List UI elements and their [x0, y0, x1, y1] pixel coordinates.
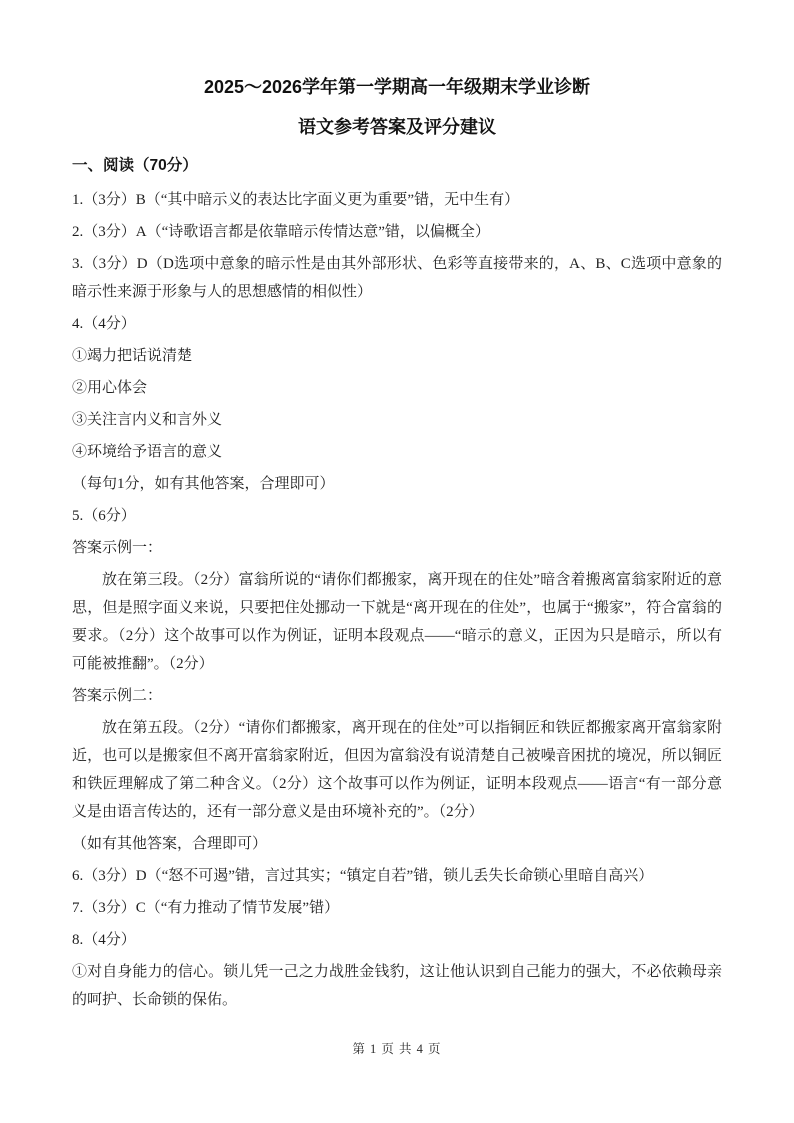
answer-q3: 3.（3分）D（D选项中意象的暗示性是由其外部形状、色彩等直接带来的，A、B、C选项中意象的暗示性来源于形象与人的思想感情的相似性） [72, 256, 722, 300]
answer-q1: 1.（3分）B（“其中暗示义的表达比字面义更为重要”错，无中生有） [72, 192, 520, 208]
answer-q5-example1-label: 答案示例一： [72, 540, 163, 556]
document-title-line1: 2025～2026学年第一学期高一年级期末学业诊断 [203, 77, 591, 97]
answer-q5-scoring-note: （如有其他答案，合理即可） [72, 836, 268, 852]
answer-q2: 2.（3分）A（“诗歌语言都是依靠暗示传情达意”错，以偏概全） [72, 224, 490, 240]
answer-q4-scoring-note: （每句1分，如有其他答案，合理即可） [72, 476, 335, 492]
answer-q4-point-3: ③关注言内义和言外义 [72, 412, 223, 428]
answer-q5-example2-body: 放在第五段。（2分）“请你们都搬家，离开现在的住处”可以指铜匠和铁匠都搬家离开富翁家附近，也可以是搬家但不离开富翁家附近，但因为富翁没有说清楚自己被噪音困扰的境况，所以铜匠和铁匠理解成了第二种含义。（2分）这个故事可以作为例证，证明本段观点——语言“有一部分意义是由语言传达的，还有一部分意义是由环境补充的”。（2分） [72, 720, 722, 820]
answer-q8-header: 8.（4分） [72, 932, 136, 948]
answer-q8-point-1: ①对自身能力的信心。锁儿凭一己之力战胜金钱豹，这让他认识到自己能力的强大，不必依赖母亲的呵护、长命锁的保佑。 [72, 964, 722, 1008]
answer-q5-example1-body: 放在第三段。（2分）富翁所说的“请你们都搬家，离开现在的住处”暗含着搬离富翁家附近的意思，但是照字面义来说，只要把住处挪动一下就是“离开现在的住处”，也属于“搬家”，符合富翁的要求。（2分）这个故事可以作为例证，证明本段观点——“暗示的意义，正因为只是暗示，所以有可能被推翻”。（2分） [72, 572, 722, 672]
answer-q5-example2-label: 答案示例二： [72, 688, 163, 704]
section-heading-reading: 一、阅读（70分） [72, 157, 198, 174]
answer-q4-point-2: ②用心体会 [72, 380, 148, 396]
answer-q5-header: 5.（6分） [72, 508, 136, 524]
answer-q4-header: 4.（4分） [72, 316, 136, 332]
answer-q4-point-1: ①竭力把话说清楚 [72, 348, 193, 364]
answer-q4-point-4: ④环境给予语言的意义 [72, 444, 223, 460]
document-content [72, 74, 722, 1018]
page-number-footer: 第 1 页 共 4 页 [352, 1042, 442, 1056]
answer-q6: 6.（3分）D（“怒不可遏”错，言过其实；“镇定自若”错，锁儿丢失长命锁心里暗自高兴） [72, 868, 654, 884]
answer-q7: 7.（3分）C（“有力推动了情节发展”错） [72, 900, 340, 916]
document-title-line2: 语文参考答案及评分建议 [298, 117, 496, 137]
